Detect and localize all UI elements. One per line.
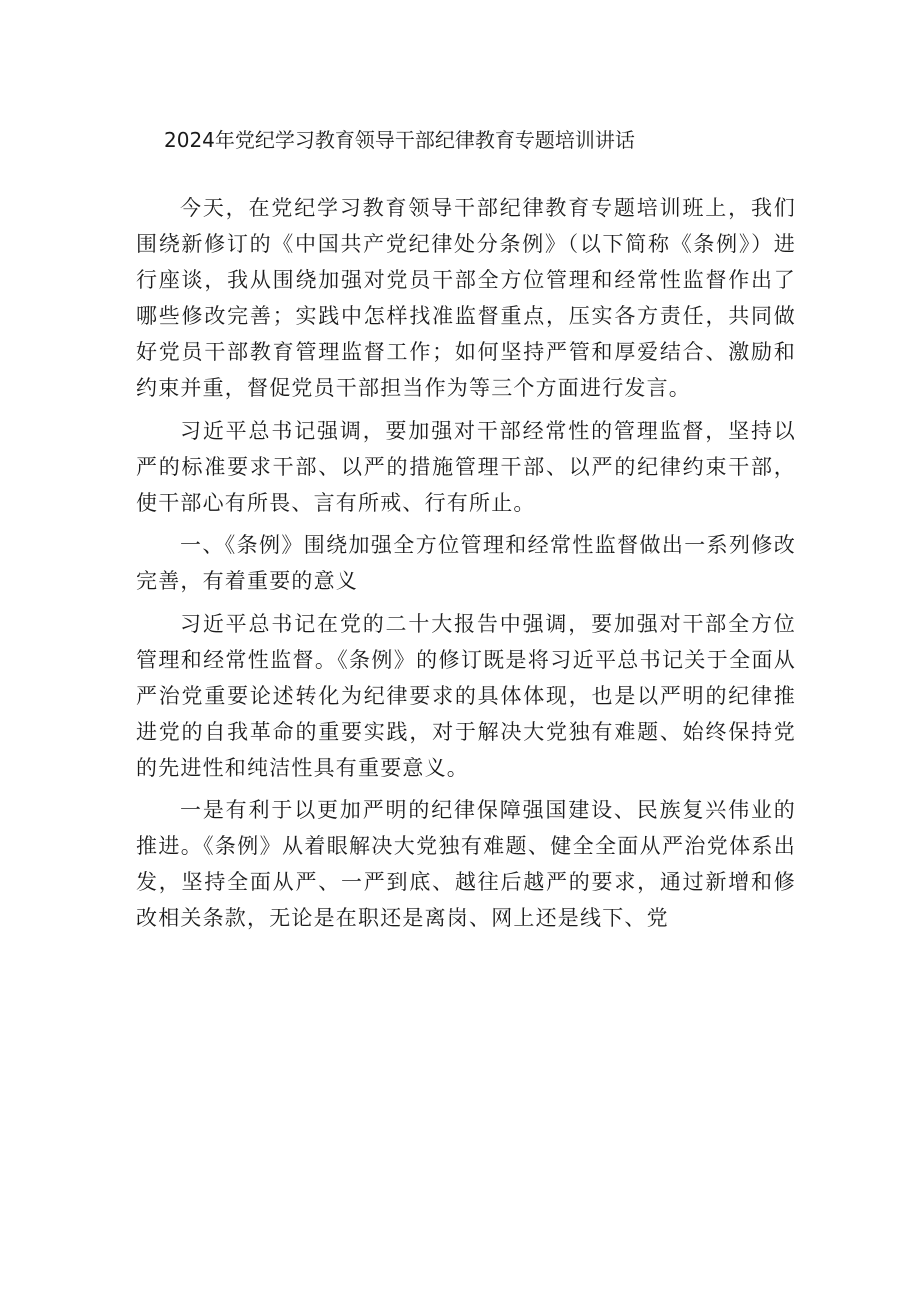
paragraph-1: 今天，在党纪学习教育领导干部纪律教育专题培训班上，我们围绕新修订的《中国共产党纪律处分条例》（以下简称《条例》）进行座谈，我从围绕加强对党员干部全方位管理和经常性监督作出了哪些修改完善；实践中怎样找准监督重点，压实各方责任，共同做好党员干部教育管理监督工作；如何坚持严管和厚爱结合、激励和约束并重，督促党员干部担当作为等三个方面进行发言。 <box>136 196 796 400</box>
paragraph-2: 习近平总书记强调，要加强对干部经常性的管理监督，坚持以严的标准要求干部、以严的措施管理干部、以严的纪律约束干部，使干部心有所畏、言有所戒、行有所止。 <box>136 418 796 515</box>
document-body <box>136 190 796 943</box>
paragraph-3: 习近平总书记在党的二十大报告中强调，要加强对干部全方位管理和经常性监督。《条例》的修订既是将习近平总书记关于全面从严治党重要论述转化为纪律要求的具体体现，也是以严明的纪律推进党的自我革命的重要实践，对于解决大党独有难题、始终保持党的先进性和纯洁性具有重要意义。 <box>136 611 796 780</box>
document-title: 2024年党纪学习教育领导干部纪律教育专题培训讲话 <box>164 128 635 152</box>
paragraph-4: 一是有利于以更加严明的纪律保障强国建设、民族复兴伟业的推进。《条例》从着眼解决大党独有难题、健全全面从严治党体系出发，坚持全面从严、一严到底、越往后越严的要求，通过新增和修改相关条款，无论是在职还是离岗、网上还是线下、党 <box>136 798 796 930</box>
section-heading-1: 一、《条例》围绕加强全方位管理和经常性监督做出一系列修改完善，有着重要的意义 <box>136 533 796 593</box>
